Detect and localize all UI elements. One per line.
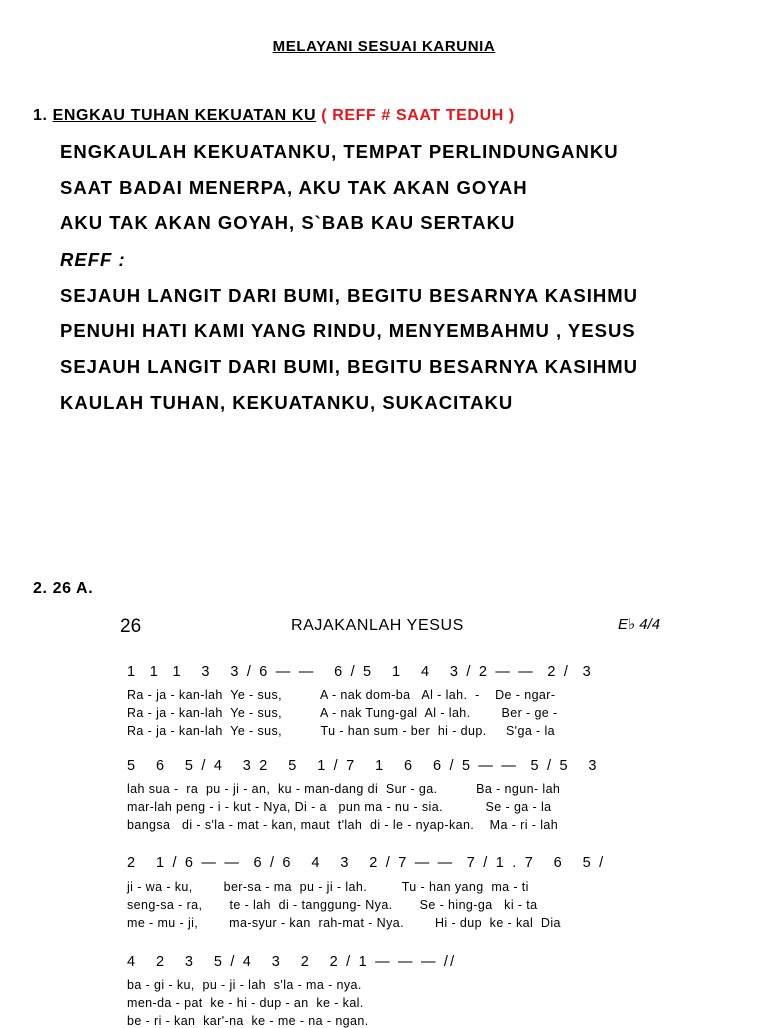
hymn-title: RAJAKANLAH YESUS bbox=[291, 617, 464, 634]
lyric-line: bangsa di - s'la - mat - kan, maut t'lah di - le - nyap-kan. Ma - ri - lah bbox=[127, 818, 559, 832]
song-1-number: 1. bbox=[33, 107, 48, 124]
lyric-line: me - mu - ji, ma-syur - kan rah-mat - Nya. Hi - dup ke - kal Dia bbox=[127, 916, 561, 930]
reff-line: SEJAUH LANGIT DARI BUMI, BEGITU BESARNYA KASIHMU bbox=[60, 356, 639, 377]
lyric-line: Ra - ja - kan-lah Ye - sus, Tu - han sum - ber hi - dup. S'ga - la bbox=[127, 724, 556, 738]
song-1-title: ENGKAU TUHAN KEKUATAN KU bbox=[52, 107, 317, 124]
verse-line: AKU TAK AKAN GOYAH, S`BAB KAU SERTAKU bbox=[60, 212, 516, 233]
reff-line: KAULAH TUHAN, KEKUATANKU, SUKACITAKU bbox=[60, 392, 514, 413]
verse-line: SAAT BADAI MENERPA, AKU TAK AKAN GOYAH bbox=[60, 177, 528, 198]
lyric-line: ba - gi - ku, pu - ji - lah s'la - ma - nya. bbox=[127, 978, 362, 992]
lyric-line: men-da - pat ke - hi - dup - an ke - kal. bbox=[127, 996, 364, 1010]
song-1-note: ( REFF # SAAT TEDUH ) bbox=[321, 107, 515, 124]
lyric-line: seng-sa - ra, te - lah di - tanggung- Nya. Se - hing-ga ki - ta bbox=[127, 898, 538, 912]
reff-label: REFF : bbox=[60, 249, 126, 270]
notation-line: 5 6 5 / 4 3 2 5 1 / 7 1 6 6 / 5 — — 5 / 5 3 bbox=[127, 758, 599, 774]
lyric-line: mar-lah peng - i - kut - Nya, Di - a pun ma - nu - sia. Se - ga - la bbox=[127, 800, 552, 814]
hymn-key: E♭ 4/4 bbox=[618, 616, 661, 633]
page-title: MELAYANI SESUAI KARUNIA bbox=[272, 38, 496, 55]
notation-line: 1 1 1 3 3 / 6 — — 6 / 5 1 4 3 / 2 — — 2 / 3 bbox=[127, 664, 593, 680]
reff-line: PENUHI HATI KAMI YANG RINDU, MENYEMBAHMU , YESUS bbox=[60, 320, 636, 341]
lyric-line: Ra - ja - kan-lah Ye - sus, A - nak Tung-gal Al - lah. Ber - ge - bbox=[127, 706, 558, 720]
notation-line: 2 1 / 6 — — 6 / 6 4 3 2 / 7 — — 7 / 1 . 7 6 5 / bbox=[127, 855, 606, 871]
reff-line: SEJAUH LANGIT DARI BUMI, BEGITU BESARNYA KASIHMU bbox=[60, 285, 639, 306]
verse-line: ENGKAULAH KEKUATANKU, TEMPAT PERLINDUNGANKU bbox=[60, 141, 619, 162]
notation-line: 4 2 3 5 / 4 3 2 2 / 1 — — — // bbox=[127, 954, 457, 970]
hymn-score bbox=[0, 600, 768, 1028]
song-1-heading bbox=[33, 107, 515, 125]
lyric-line: Ra - ja - kan-lah Ye - sus, A - nak dom-ba Al - lah. - De - ngar- bbox=[127, 688, 556, 702]
song-2-label: 2. 26 A. bbox=[33, 580, 94, 597]
hymn-number: 26 bbox=[120, 616, 142, 637]
lyric-line: be - ri - kan kar'-na ke - me - na - ngan. bbox=[127, 1014, 369, 1028]
lyric-line: ji - wa - ku, ber-sa - ma pu - ji - lah. Tu - han yang ma - ti bbox=[127, 880, 529, 894]
lyric-line: lah sua - ra pu - ji - an, ku - man-dang di Sur - ga. Ba - ngun- lah bbox=[127, 782, 561, 796]
